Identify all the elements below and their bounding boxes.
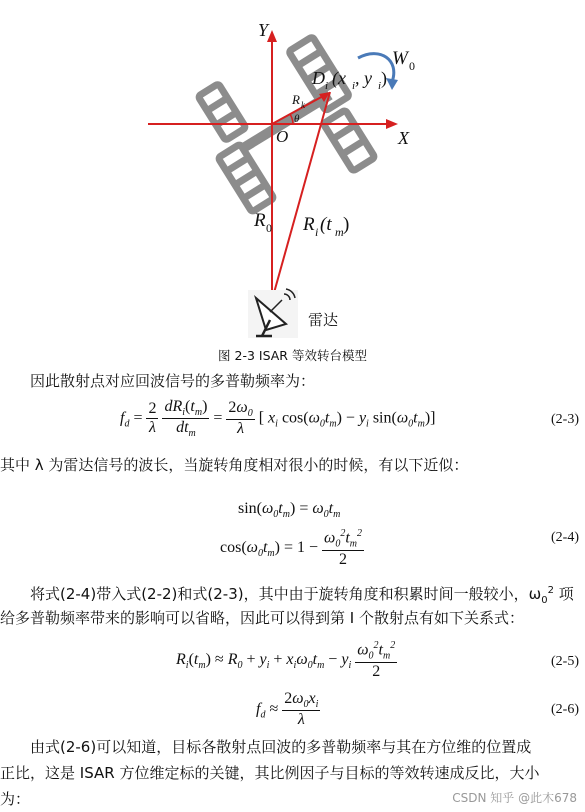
equation-2-3: $f_d$ = $\frac{2}{\lambda}$ $\frac{dR_i(t_m)}{dt_m}$ = $\frac{2\omega_0}{\lambda}$ [ $x_i$ $\cos(\omega_0t_m) - y_i$ $\sin(\omega_0t_m)$] (2-3)	[120, 398, 579, 440]
watermark	[452, 789, 577, 806]
watermark-prefix: CSDN	[452, 791, 487, 805]
rk-label: R	[292, 92, 300, 107]
ri-arg-close: )	[343, 214, 350, 235]
point-label-sub: i	[325, 80, 329, 92]
r0-label-sub: 0	[266, 221, 272, 235]
paragraph-doppler-intro: 因此散射点对应回波信号的多普勒频率为：	[30, 372, 316, 390]
paragraph-conclusion-line3: 为：	[0, 790, 31, 808]
ri-label-sub: i	[315, 225, 319, 239]
point-coords-mid: , y	[355, 68, 372, 88]
paragraph-wavelength: 其中 λ 为雷达信号的波长，当旋转角度相对很小的时候，有以下近似：	[0, 456, 469, 474]
paragraph-substitution-line2: 给多普勒频率带来的影响可以省略，因此可以得到第 I 个散射点有如下关系式：	[0, 609, 524, 627]
axis-x-label: X	[398, 128, 409, 148]
equation-2-5: $R_i(t_m) \approx R_0 + y_i + x_i\omega_0t_m - y_i$ $\frac{\omega_0^2t_m^2}{2}$ (2-5)	[176, 640, 579, 680]
equation-2-6: $f_d$ ≈ $\frac{2\omega_0x_i}{\lambda}$ (2-6)	[256, 690, 579, 729]
paragraph-substitution-line1: 将式(2-4)带入式(2-2)和式(2-3)，其中由于旋转角度和积累时间一般较小，$\omega_0^2$ 项	[30, 585, 574, 606]
rotation-label-sub: 0	[409, 59, 415, 73]
rotation-label: W	[392, 48, 408, 69]
point-coords: (x	[332, 68, 346, 88]
r0-label: R	[254, 210, 266, 231]
isar-turntable-figure	[0, 0, 585, 345]
radar-label: 雷达	[308, 311, 339, 329]
equation-2-4-number: (2-4)	[551, 530, 579, 545]
point-label: D	[312, 68, 325, 88]
equation-2-6-number: (2-6)	[551, 702, 579, 717]
equation-2-4: $\sin(\omega_0t_m) = \omega_0t_m$ $\cos(\omega_0t_m) = 1$ − $\frac{\omega_0^2t_m^2}{2}$ (2-4)	[220, 500, 579, 568]
rk-label-sub: k	[301, 100, 305, 110]
paragraph-conclusion-line1: 由式(2-6)可以知道，目标各散射点回波的多普勒频率与其在方位维的位置成	[30, 738, 532, 756]
axis-y-label: Y	[258, 20, 269, 40]
ri-arg: (t	[320, 214, 332, 235]
point-coords-x-sub: i	[352, 80, 356, 92]
ri-arg-sub: m	[335, 225, 344, 239]
origin-label: O	[276, 127, 289, 146]
point-coords-y-sub: i	[378, 80, 382, 92]
radar-dish-icon	[248, 289, 298, 338]
equation-2-3-number: (2-3)	[551, 412, 579, 427]
figure-caption: 图 2-3 ISAR 等效转台模型	[218, 348, 367, 363]
equation-2-5-number: (2-5)	[551, 654, 579, 669]
paragraph-conclusion-line2: 正比，这是 ISAR 方位维定标的关键，其比例因子与目标的等效转速成反比，大小	[0, 764, 540, 782]
ri-label: R	[303, 214, 315, 235]
theta-label: θ	[294, 113, 300, 125]
watermark-text: 知乎 @此木678	[490, 791, 577, 805]
point-coords-close: )	[381, 68, 387, 88]
